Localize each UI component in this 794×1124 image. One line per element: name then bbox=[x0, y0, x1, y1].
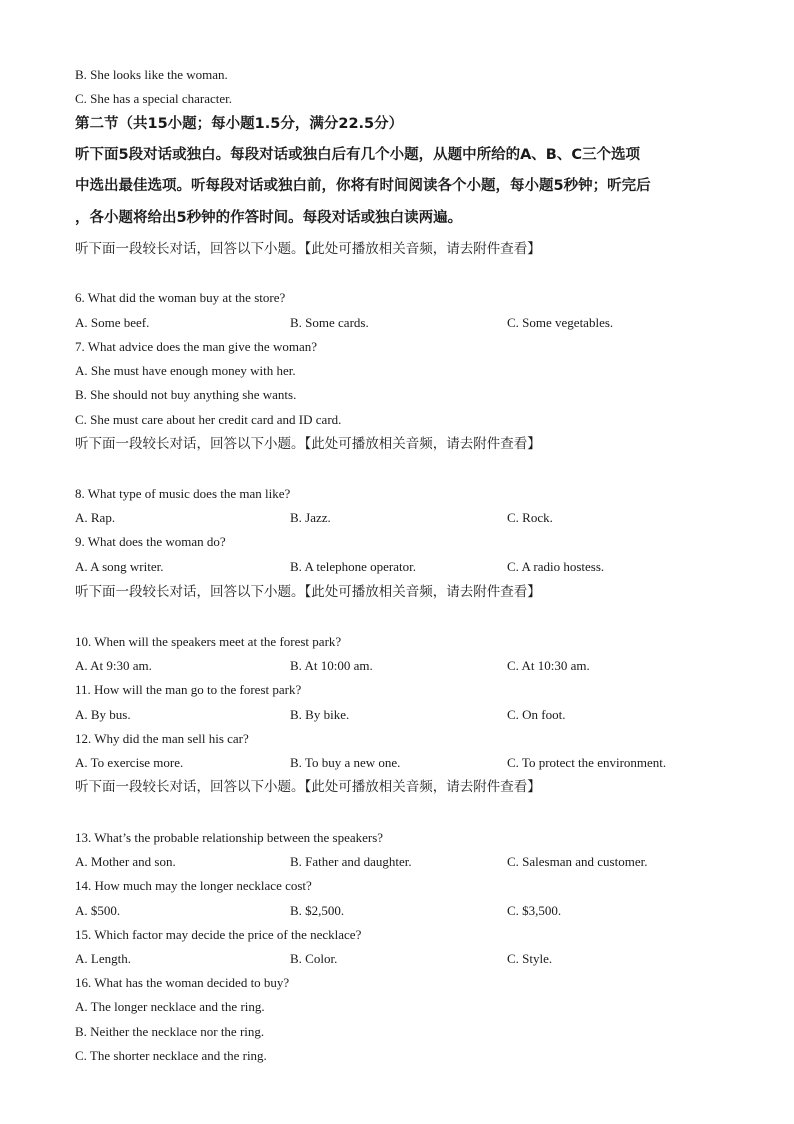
section-heading: 第二节（共15小题；每小题1.5分，满分22.5分） bbox=[75, 116, 404, 132]
section-instruction-line-2: 中选出最佳选项。听每段对话或独白前，你将有时间阅读各个小题，每小题5秒钟；听完后 bbox=[75, 178, 651, 194]
audio-note-2: 听下面一段较长对话，回答以下小题。【此处可播放相关音频，请去附件查看】 bbox=[75, 436, 541, 452]
option-c: C. Some vegetables. bbox=[507, 315, 614, 330]
option-b: B. Father and daughter. bbox=[290, 854, 412, 869]
question-14-options bbox=[75, 902, 715, 920]
question-7-option-c: C. She must care about her credit card and ID card. bbox=[75, 412, 342, 427]
option-c: C. A radio hostess. bbox=[507, 559, 605, 574]
option-c: C. Rock. bbox=[507, 510, 553, 525]
question-6-options bbox=[75, 314, 715, 332]
option-c: C. Salesman and customer. bbox=[507, 854, 648, 869]
option-b: B. Some cards. bbox=[290, 315, 369, 330]
option-a: A. Rap. bbox=[75, 510, 116, 525]
question-16: 16. What has the woman decided to buy? bbox=[75, 975, 290, 990]
question-16-option-c: C. The shorter necklace and the ring. bbox=[75, 1048, 267, 1063]
question-7-option-b: B. She should not buy anything she wants. bbox=[75, 387, 297, 402]
question-10-options bbox=[75, 657, 715, 675]
question-6: 6. What did the woman buy at the store? bbox=[75, 290, 286, 305]
question-11-options bbox=[75, 706, 715, 724]
audio-note-1: 听下面一段较长对话，回答以下小题。【此处可播放相关音频，请去附件查看】 bbox=[75, 241, 541, 257]
question-9: 9. What does the woman do? bbox=[75, 534, 226, 549]
question-15: 15. Which factor may decide the price of the necklace? bbox=[75, 927, 362, 942]
question-15-options bbox=[75, 950, 715, 968]
option-a: A. To exercise more. bbox=[75, 755, 184, 770]
prev-option-c: C. She has a special character. bbox=[75, 91, 233, 106]
question-8: 8. What type of music does the man like? bbox=[75, 486, 291, 501]
section-instruction-line-3: ，各小题将给出5秒钟的作答时间。每段对话或独白读两遍。 bbox=[75, 210, 463, 226]
option-b: B. To buy a new one. bbox=[290, 755, 401, 770]
option-a: A. A song writer. bbox=[75, 559, 164, 574]
prev-option-b: B. She looks like the woman. bbox=[75, 67, 228, 82]
option-c: C. At 10:30 am. bbox=[507, 658, 590, 673]
option-c: C. To protect the environment. bbox=[507, 755, 667, 770]
option-a: A. Mother and son. bbox=[75, 854, 176, 869]
question-16-option-a: A. The longer necklace and the ring. bbox=[75, 999, 265, 1014]
option-a: A. Some beef. bbox=[75, 315, 150, 330]
question-8-options bbox=[75, 509, 715, 527]
question-9-options bbox=[75, 558, 715, 576]
audio-note-4: 听下面一段较长对话，回答以下小题。【此处可播放相关音频，请去附件查看】 bbox=[75, 779, 541, 795]
question-12-options bbox=[75, 754, 715, 772]
question-16-option-b: B. Neither the necklace nor the ring. bbox=[75, 1024, 265, 1039]
option-a: A. By bus. bbox=[75, 707, 131, 722]
option-a: A. At 9:30 am. bbox=[75, 658, 152, 673]
option-b: B. A telephone operator. bbox=[290, 559, 417, 574]
option-a: A. $500. bbox=[75, 903, 121, 918]
option-c: C. Style. bbox=[507, 951, 553, 966]
option-c: C. $3,500. bbox=[507, 903, 562, 918]
option-b: B. At 10:00 am. bbox=[290, 658, 373, 673]
question-13: 13. What’s the probable relationship between the speakers? bbox=[75, 830, 384, 845]
audio-note-3: 听下面一段较长对话，回答以下小题。【此处可播放相关音频，请去附件查看】 bbox=[75, 584, 541, 600]
option-c: C. On foot. bbox=[507, 707, 566, 722]
question-12: 12. Why did the man sell his car? bbox=[75, 731, 249, 746]
question-14: 14. How much may the longer necklace cost? bbox=[75, 878, 312, 893]
option-b: B. Color. bbox=[290, 951, 338, 966]
option-b: B. By bike. bbox=[290, 707, 350, 722]
question-13-options bbox=[75, 853, 715, 871]
option-a: A. Length. bbox=[75, 951, 131, 966]
question-7-option-a: A. She must have enough money with her. bbox=[75, 363, 296, 378]
option-b: B. $2,500. bbox=[290, 903, 345, 918]
question-7: 7. What advice does the man give the woman? bbox=[75, 339, 317, 354]
section-instruction-line-1: 听下面5段对话或独白。每段对话或独白后有几个小题，从题中所给的A、B、C三个选项 bbox=[75, 147, 641, 163]
option-b: B. Jazz. bbox=[290, 510, 331, 525]
question-10: 10. When will the speakers meet at the forest park? bbox=[75, 634, 342, 649]
question-11: 11. How will the man go to the forest park? bbox=[75, 682, 302, 697]
